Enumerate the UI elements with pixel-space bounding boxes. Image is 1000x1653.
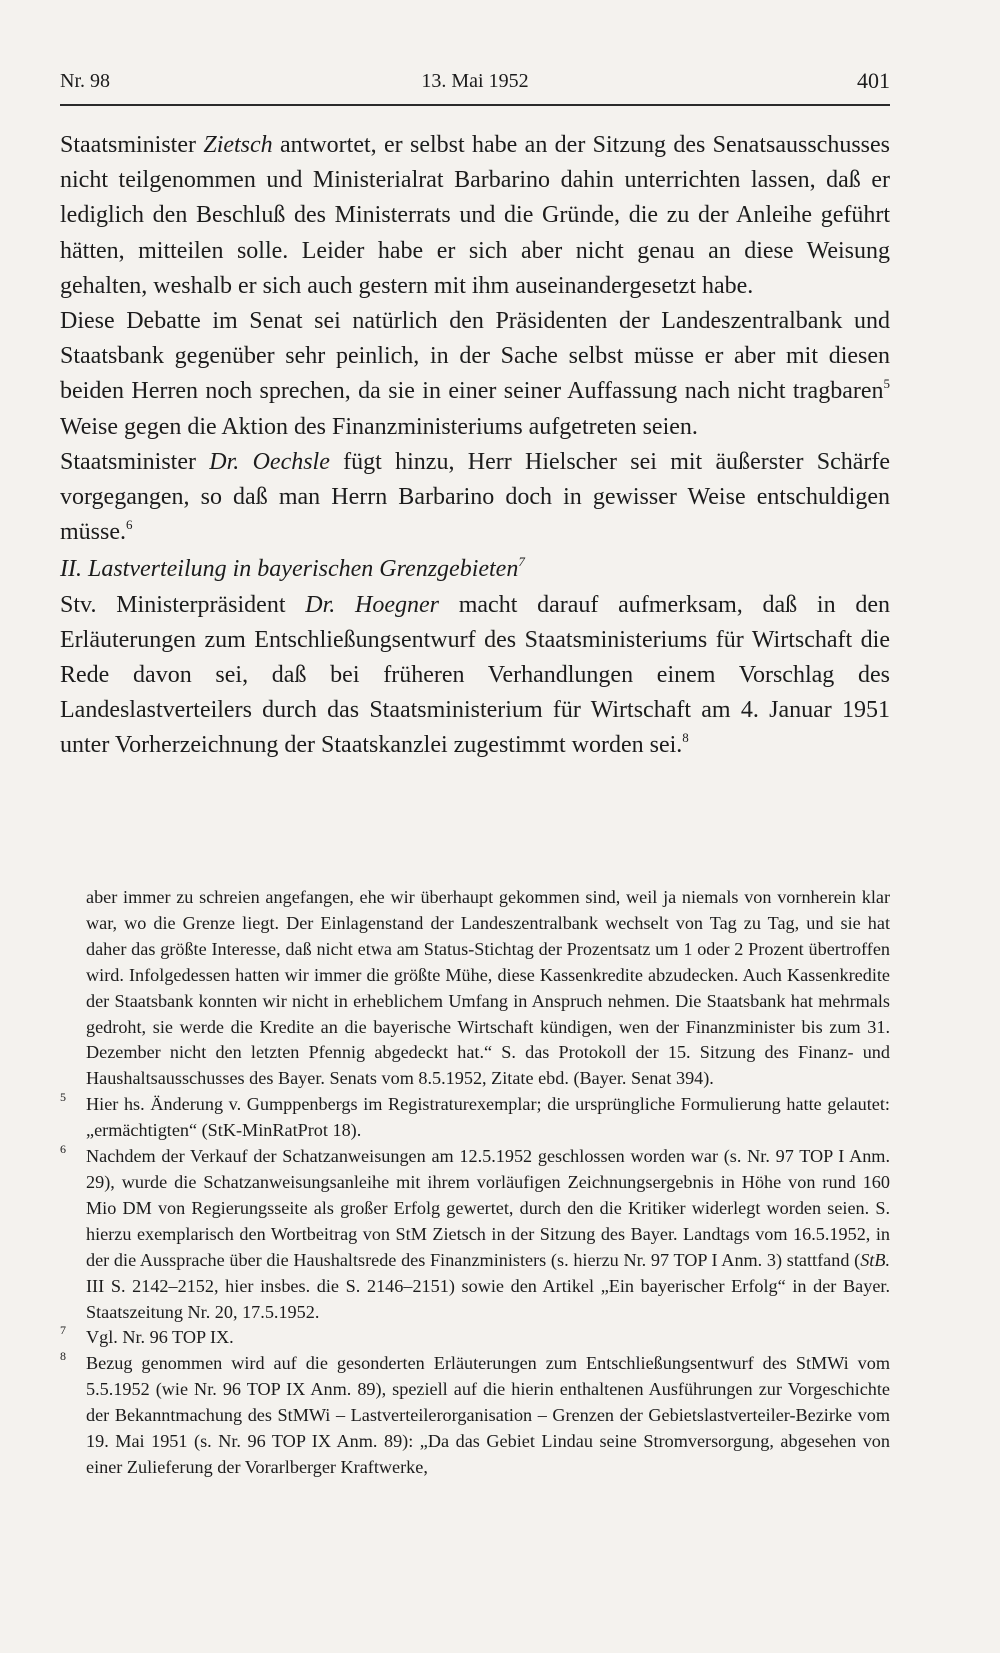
footnote-5	[60, 1092, 890, 1144]
footnote-text: Bezug genommen wird auf die gesonderten Erläuterungen zum Entschließungsentwurf des StMWi vom 5.5.1952 (wie Nr. 96 TOP IX Anm. 89), speziell auf die hierin enthaltenen Ausführungen zur Vorgeschichte der Bekanntmachung des StMWi – Lastverteilerorganisation – Grenzen der Gebietslastverteiler-Bezirke vom 19. Mai 1951 (s. Nr. 96 TOP IX Anm. 89): „Da das Gebiet Lindau seine Stromversorgung, abgesehen von einer Zulieferung der Vorarlberger Kraftwerke,	[86, 1353, 890, 1477]
paragraph-text: Weise gegen die Aktion des Finanzministeriums aufgetreten seien.	[60, 413, 698, 440]
paragraph-text: Staatsminister	[60, 448, 210, 475]
footnote-number: 6	[60, 1142, 66, 1157]
meeting-date: 13. Mai 1952	[421, 70, 529, 92]
section-heading-text: II. Lastverteilung in bayerischen Grenzgebieten	[60, 556, 519, 583]
paragraph-hoegner	[60, 588, 890, 764]
paragraph-text: fügt hinzu, Herr Hielscher sei mit äußerster Schärfe vorgegangen, so daß man Herrn Barbarino doch in gewisser Weise entschuldigen müsse.	[60, 448, 891, 546]
footnote-ref-8[interactable]: 8	[682, 730, 689, 746]
paragraph-text: Staatsminister	[60, 132, 204, 158]
footnote-text: Vgl. Nr. 96 TOP IX.	[86, 1327, 234, 1348]
footnote-ref-6[interactable]: 6	[126, 517, 133, 533]
footnote-ref-5[interactable]: 5	[883, 376, 890, 392]
footnote-number: 8	[60, 1349, 66, 1364]
footnote-continuation: aber immer zu schreien angefangen, ehe wir überhaupt gekommen sind, weil ja niemals von vornherein klar war, wo die Grenze liegt. Der Einlagenstand der Landeszentralbank wechselt von Tag zu Tag, und sie hat daher das größte Interesse, daß nicht etwa am Status-Stichtag der Prozentsatz um 1 oder 2 Prozent übertroffen wird. Infolgedessen hatten wir immer die größte Mühe, diese Kassenkredite abzudecken. Auch Kassenkredite der Staatsbank konnten wir nicht in erheblichem Umfang in Anspruch nehmen. Die Staatsbank hat mehrmals gedroht, sie werde die Kredite an die bayerische Wirtschaft kündigen, wen der Finanzminister bis zum 31. Dezember nicht den letzten Pfennig abgedeckt hat.“ S. das Protokoll der 15. Sitzung des Finanz- und Haushaltsausschusses des Bayer. Senats vom 8.5.1952, Zitate ebd. (Bayer. Senat 394).	[86, 887, 890, 1089]
footnote-8	[60, 1351, 890, 1481]
speaker-name: Dr. Hoegner	[305, 591, 439, 618]
footnote-number: 7	[60, 1323, 66, 1338]
footnote-text: Nachdem der Verkauf der Schatzanweisungen am 12.5.1952 geschlossen worden war (s. Nr. 97 TOP I Anm. 29), wurde die Schatzanweisungsanleihe mit ihrem vorläufigen Zeichnungsergebnis in Höhe von rund 160 Mio DM von Regierungsseite als großer Erfolg gewertet, durch den die Kritiker widerlegt worden seien. S. hierzu exemplarisch den Wortbeitrag von StM Zietsch in der Sitzung des Bayer. Landtags vom 16.5.1952, in der die Aussprache über die Haushaltsrede des Finanzministers (s. hierzu Nr. 97 TOP I Anm. 3) stattfand (	[86, 1146, 890, 1270]
speaker-name: Zietsch	[203, 132, 273, 158]
paragraph-oechsle	[60, 445, 890, 551]
paragraph-senate-debate	[60, 304, 890, 445]
footnotes	[60, 885, 890, 1481]
page-number: 401	[857, 68, 890, 93]
speaker-name: Dr. Oechsle	[209, 448, 330, 475]
footnote-ref-7[interactable]: 7	[518, 554, 525, 570]
footnote-text: Hier hs. Änderung v. Gumppenbergs im Registraturexemplar; die ursprüngliche Formulierung hatte gelautet: „ermächtigten“ (StK-MinRatProt 18).	[86, 1094, 890, 1141]
footnote-text: III S. 2142–2152, hier insbes. die S. 2146–2151) sowie den Artikel „Ein bayerischer Erfolg“ in der Bayer. Staatszeitung Nr. 20, 17.5.1952.	[86, 1275, 890, 1322]
footnote-6	[60, 1144, 890, 1325]
footnote-7	[60, 1325, 890, 1351]
document-number: Nr. 98	[60, 70, 110, 92]
source-abbreviation: StB.	[860, 1249, 890, 1270]
running-header	[60, 66, 890, 106]
paragraph-text: Stv. Ministerpräsident	[60, 591, 306, 618]
section-heading	[60, 552, 890, 587]
paragraph-text: macht darauf aufmerksam, daß in den Erläuterungen zum Entschließungsentwurf des Staatsministeriums für Wirtschaft die Rede davon sei, daß bei früheren Verhandlungen einem Vorschlag des Landeslastverteilers durch das Staatsministerium für Wirtschaft am 4. Januar 1951 unter Vorherzeichnung der Staatskanzlei zugestimmt worden sei.	[60, 591, 890, 759]
paragraph-text: antwortet, er selbst habe an der Sitzung des Senatsausschusses nicht teilgenommen und Ministerialrat Barbarino dahin unterrichten lassen, daß er lediglich den Beschluß des Ministerrats und die Gründe, die zu der Anleihe geführt hätten, mitteilen solle. Leider habe er sich aber nicht genau an diese Weisung gehalten, weshalb er sich auch gestern mit ihm auseinandergesetzt habe.	[60, 132, 890, 299]
main-text	[60, 128, 890, 764]
paragraph-text: Diese Debatte im Senat sei natürlich den Präsidenten der Landeszentralbank und Staatsbank gegenüber sehr peinlich, in der Sache selbst müsse er aber mit diesen beiden Herren noch sprechen, da sie in einer seiner Auffassung nach nicht tragbaren	[60, 308, 890, 405]
footnote-number: 5	[60, 1090, 66, 1105]
paragraph-zietsch	[60, 128, 890, 304]
